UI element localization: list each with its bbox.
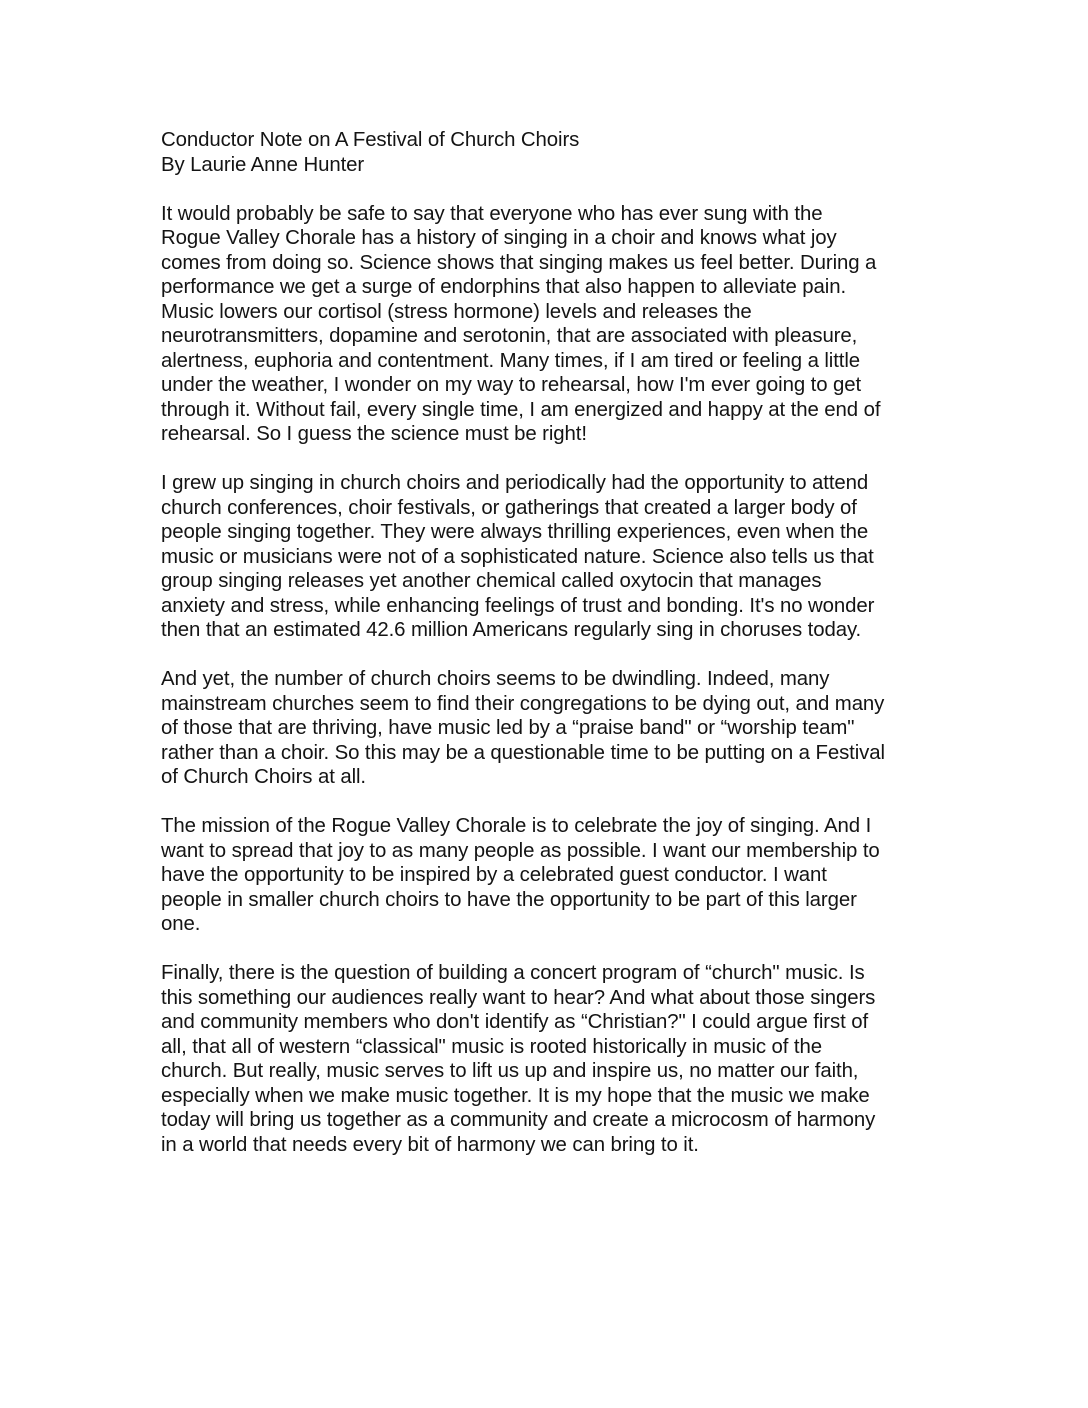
- text-line: then that an estimated 42.6 million Americans regularly sing in choruses today.: [161, 619, 862, 641]
- text-line: all, that all of western “classical" music is rooted historically in music of the: [161, 1035, 822, 1058]
- paragraph-3: [161, 667, 951, 790]
- text-line: Music lowers our cortisol (stress hormone) levels and releases the: [161, 300, 752, 323]
- text-line: mainstream churches seem to find their congregations to be dying out, and many: [161, 692, 885, 715]
- text-line: have the opportunity to be inspired by a celebrated guest conductor. I want: [161, 864, 827, 886]
- text-line: music or musicians were not of a sophisticated nature. Science also tells us that: [161, 545, 874, 568]
- paragraph-2: [161, 471, 951, 643]
- text-line: It would probably be safe to say that everyone who has ever sung with the: [161, 202, 823, 225]
- text-line: and community members who don't identify as “Christian?" I could argue first of: [161, 1011, 869, 1033]
- text-line: And yet, the number of church choirs seems to be dwindling. Indeed, many: [161, 668, 830, 690]
- text-line: in a world that needs every bit of harmony we can bring to it.: [161, 1133, 699, 1156]
- text-line: church. But really, music serves to lift us up and inspire us, no matter our faith,: [161, 1060, 859, 1082]
- text-line: of those that are thriving, have music led by a “praise band" or “worship team": [161, 717, 855, 739]
- text-line: of Church Choirs at all.: [161, 766, 366, 788]
- document-title: Conductor Note on A Festival of Church Choirs: [161, 129, 580, 151]
- text-line: Finally, there is the question of building a concert program of “church" music. Is: [161, 962, 865, 984]
- paragraph-1: [161, 202, 951, 447]
- text-line: The mission of the Rogue Valley Chorale is to celebrate the joy of singing. And I: [161, 815, 872, 837]
- text-line: church conferences, choir festivals, or gatherings that created a larger body of: [161, 496, 857, 519]
- text-line: this something our audiences really want to hear? And what about those singers: [161, 986, 876, 1009]
- text-line: comes from doing so. Science shows that singing makes us feel better. During a: [161, 251, 877, 274]
- text-line: rehearsal. So I guess the science must be right!: [161, 423, 587, 445]
- text-line: anxiety and stress, while enhancing feelings of trust and bonding. It's no wonder: [161, 594, 875, 617]
- document-byline: By Laurie Anne Hunter: [161, 153, 365, 176]
- text-line: through it. Without fail, every single time, I am energized and happy at the end of: [161, 398, 881, 421]
- text-line: people in smaller church choirs to have the opportunity to be part of this larger: [161, 888, 857, 911]
- text-line: rather than a choir. So this may be a questionable time to be putting on a Festival: [161, 741, 885, 764]
- paragraph-5: [161, 961, 951, 1157]
- text-line: neurotransmitters, dopamine and serotonin, that are associated with pleasure,: [161, 325, 858, 347]
- text-line: group singing releases yet another chemical called oxytocin that manages: [161, 570, 822, 592]
- text-line: want to spread that joy to as many people as possible. I want our membership to: [161, 839, 880, 862]
- text-line: alertness, euphoria and contentment. Many times, if I am tired or feeling a little: [161, 349, 861, 372]
- text-line: under the weather, I wonder on my way to rehearsal, how I'm ever going to get: [161, 374, 862, 396]
- text-line: I grew up singing in church choirs and periodically had the opportunity to attend: [161, 472, 869, 494]
- text-line: one.: [161, 913, 201, 935]
- text-line: today will bring us together as a community and create a microcosm of harmony: [161, 1109, 876, 1131]
- document-body: [161, 128, 951, 1157]
- text-line: performance we get a surge of endorphins that also happen to alleviate pain.: [161, 276, 847, 298]
- text-line: Rogue Valley Chorale has a history of singing in a choir and knows what joy: [161, 227, 837, 249]
- text-line: especially when we make music together. It is my hope that the music we make: [161, 1084, 870, 1107]
- text-line: people singing together. They were always thrilling experiences, even when the: [161, 521, 869, 543]
- paragraph-4: [161, 814, 951, 937]
